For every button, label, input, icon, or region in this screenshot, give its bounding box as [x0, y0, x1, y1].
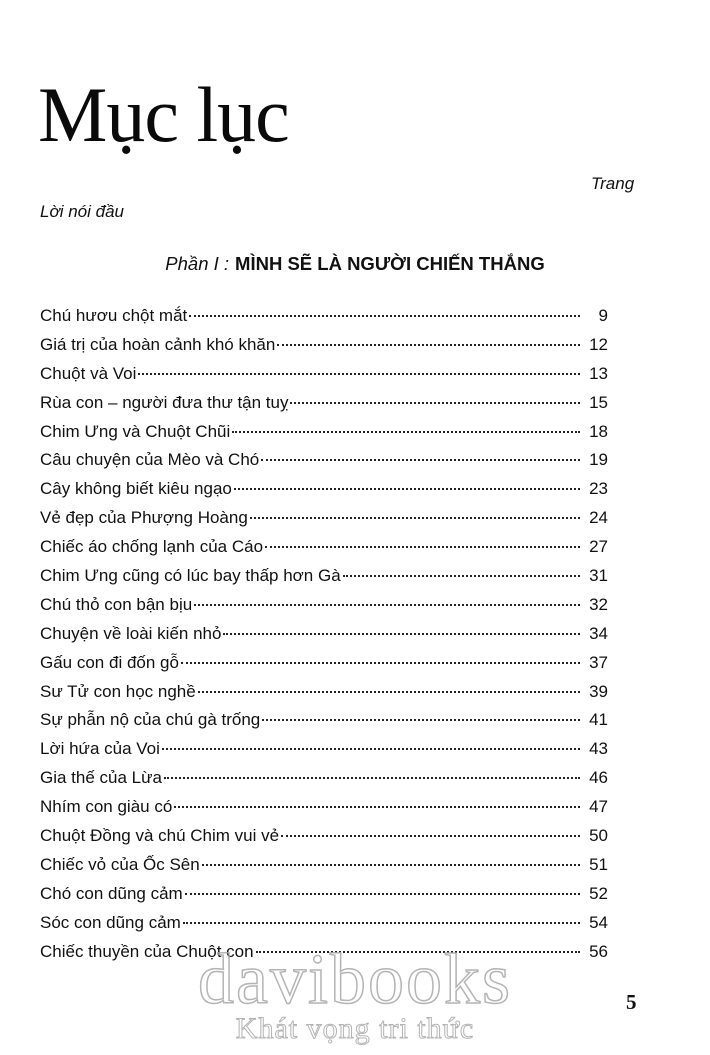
dot-leader: [261, 459, 580, 461]
toc-entry: [40, 418, 608, 447]
dot-leader: [281, 835, 580, 837]
watermark-logo: davibooks: [198, 939, 512, 1019]
toc-entry-page: 9: [598, 306, 608, 325]
toc-entry-title: Nhím con giàu có: [40, 797, 173, 817]
toc-entry: [40, 360, 608, 389]
toc-entry-title: Chú thỏ con bận bịu: [40, 594, 193, 614]
toc-entry-title: Vẻ đẹp của Phượng Hoàng: [40, 508, 248, 528]
dot-leader: [181, 662, 580, 664]
toc-entry-page: 47: [589, 797, 608, 817]
dot-leader: [234, 488, 580, 490]
page-number: 5: [626, 990, 637, 1014]
dot-leader: [232, 431, 580, 433]
watermark-slogan: Khát vọng tri thức: [235, 1012, 475, 1045]
toc-entry: [40, 793, 608, 822]
toc-entry: [40, 591, 608, 620]
dot-leader: [183, 922, 580, 924]
toc-entry-page: 54: [589, 912, 608, 932]
toc-entry-title: Chiếc áo chống lạnh của Cáo: [40, 537, 264, 557]
toc-entry-page: 32: [589, 594, 608, 614]
toc-entry-page: 31: [589, 566, 608, 586]
toc-entry-title: Chó con dũng cảm: [40, 883, 183, 903]
dot-leader: [265, 546, 580, 548]
toc-entry: [40, 389, 608, 418]
toc-entry-page: 19: [589, 450, 608, 470]
toc-entry-page: 52: [589, 883, 608, 903]
toc-entry-title: Chiếc vỏ của Ốc Sên: [40, 854, 200, 874]
toc-entry-page: 41: [589, 710, 608, 730]
dot-leader: [189, 315, 580, 317]
toc-entry-page: 24: [589, 508, 608, 528]
toc-entry: [40, 880, 608, 909]
toc-entry-title: Sự phẫn nộ của chú gà trống: [40, 710, 261, 730]
toc-entry-title: Sóc con dũng cảm: [40, 912, 181, 932]
dot-leader: [198, 691, 580, 693]
toc-entry-page: 50: [589, 826, 608, 846]
toc-entry: [40, 851, 608, 880]
toc-entry-title: Giá trị của hoàn cảnh khó khăn: [40, 334, 276, 354]
toc-entry-title: Chim Ưng và Chuột Chũi: [40, 421, 231, 441]
toc-entry: [40, 764, 608, 793]
toc-entry-page: 12: [589, 334, 608, 354]
toc-entry: [40, 475, 608, 504]
toc-entry-title: Gia thế của Lừa: [40, 768, 162, 788]
dot-leader: [250, 517, 580, 519]
toc-entry-title: Chiếc thuyền của Chuột con: [40, 941, 254, 961]
toc-entry-title: Cây không biết kiêu ngạo: [40, 479, 232, 499]
toc-entry: [40, 620, 608, 649]
toc-entry: [40, 706, 608, 735]
toc-entry: [40, 533, 608, 562]
dot-leader: [162, 748, 580, 750]
dot-leader: [290, 402, 580, 404]
part-label: Phần I :: [165, 253, 230, 274]
toc-entry-title: Chim Ưng cũng có lúc bay thấp hơn Gà: [40, 566, 341, 586]
toc-entry-title: Chuột và Voi: [40, 363, 137, 383]
toc-entry-title: Sư Tử con học nghề: [40, 681, 196, 701]
page-column-label: Trang: [591, 174, 635, 193]
toc-entry-page: 15: [589, 392, 608, 412]
toc-entry-page: 27: [589, 537, 608, 557]
toc-entry-title: Chuyện về loài kiến nhỏ: [40, 623, 222, 643]
toc-entry: [40, 938, 608, 967]
toc-entry-page: 13: [589, 363, 608, 383]
toc-entry: [40, 649, 608, 678]
toc-entry-page: 18: [589, 421, 608, 441]
toc-entry-page: 37: [589, 652, 608, 672]
table-of-contents: [40, 302, 608, 966]
toc-entry-title: Rùa con – người đưa thư tận tuỵ: [40, 392, 289, 412]
dot-leader: [277, 344, 580, 346]
toc-entry-page: 56: [589, 941, 608, 961]
toc-entry: [40, 446, 608, 475]
toc-entry-title: Lời hứa của Voi: [40, 739, 160, 759]
part-heading: [0, 253, 710, 275]
toc-entry-title: Câu chuyện của Mèo và Chó: [40, 450, 260, 470]
toc-entry: [40, 331, 608, 360]
page-title: Mục lục: [38, 71, 289, 158]
toc-entry-page: 39: [589, 681, 608, 701]
toc-entry: [40, 909, 608, 938]
dot-leader: [202, 864, 580, 866]
toc-entry: [40, 735, 608, 764]
toc-entry-title: Chuột Đồng và chú Chim vui vẻ: [40, 826, 280, 846]
dot-leader: [223, 633, 580, 635]
toc-entry-page: 46: [589, 768, 608, 788]
toc-entry-page: 51: [589, 854, 608, 874]
preface-entry: Lời nói đầu: [40, 202, 125, 221]
dot-leader: [185, 893, 580, 895]
toc-entry: [40, 504, 608, 533]
toc-entry-title: Gấu con đi đốn gỗ: [40, 652, 179, 672]
toc-entry: [40, 822, 608, 851]
toc-entry: [40, 562, 608, 591]
dot-leader: [262, 719, 580, 721]
dot-leader: [174, 806, 580, 808]
toc-entry: [40, 678, 608, 707]
toc-entry-page: 23: [589, 479, 608, 499]
dot-leader: [256, 951, 580, 953]
toc-entry-page: 34: [589, 623, 608, 643]
toc-entry-page: 43: [589, 739, 608, 759]
toc-entry-title: Chú hươu chột mắt: [40, 306, 188, 325]
part-title: MÌNH SẼ LÀ NGƯỜI CHIẾN THẮNG: [235, 253, 545, 274]
dot-leader: [138, 373, 580, 375]
dot-leader: [194, 604, 580, 606]
dot-leader: [164, 777, 580, 779]
dot-leader: [343, 575, 580, 577]
toc-entry: [40, 302, 608, 331]
